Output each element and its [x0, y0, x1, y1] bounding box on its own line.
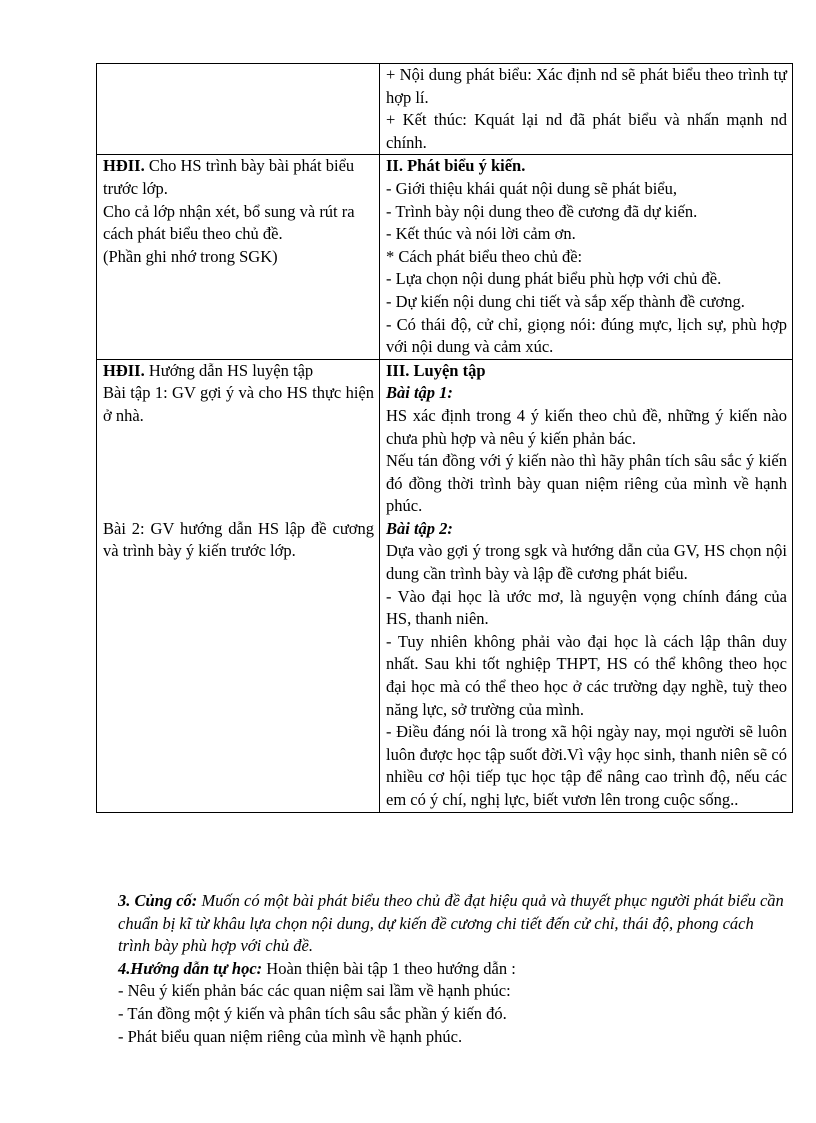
- content-line: HS xác định trong 4 ý kiến theo chủ đề, những ý kiến nào chưa phù hợp và nêu ý kiến phản bác.: [386, 405, 787, 448]
- list-item: - Nêu ý kiến phản bác các quan niệm sai lầm về hạnh phúc:: [118, 981, 511, 1001]
- activity-intro: [103, 360, 374, 383]
- list-item: - Phát biểu quan niệm riêng của mình về hạnh phúc.: [118, 1026, 463, 1046]
- content-line: Dựa vào gợi ý trong sgk và hướng dẫn của GV, HS chọn nội dung cần trình bày và lập đề cương phát biểu.: [386, 541, 787, 584]
- content-line: - Tuy nhiên không phải vào đại học là cách lập thân duy nhất. Sau khi tốt nghiệp THPT, HS có thể không theo học đại học mà có thể theo học ở các trường dạy nghề, tuỳ theo năng lực, sở trường của mình.: [386, 631, 787, 719]
- consolidation-text: Muốn có một bài phát biểu theo chủ đề đạt hiệu quả và thuyết phục người phát biểu cần chuẩn bị kĩ từ khâu lựa chọn nội dung, dự kiến đề cương chi tiết đến cử chỉ, thái độ, phong cách trình bày phù hợp với chủ đề.: [118, 891, 784, 956]
- content-line: - Trình bày nội dung theo đề cương đã dự kiến.: [386, 201, 698, 221]
- lesson-table: [96, 63, 793, 813]
- content-line: - Dự kiến nội dung chi tiết và sắp xếp thành đề cương.: [386, 291, 745, 311]
- self-study-paragraph: [118, 958, 788, 981]
- row1-left-cell: [97, 64, 380, 155]
- content-line: * Cách phát biểu theo chủ đề:: [386, 246, 583, 266]
- row2-left-cell: [97, 155, 380, 359]
- exercise2-instruction: Bài 2: GV hướng dẫn HS lập đề cương và trình bày ý kiến trước lớp.: [103, 518, 374, 561]
- content-line: - Điều đáng nói là trong xã hội ngày nay, mọi người sẽ luôn luôn được học tập suốt đời.Vì vậy học sinh, thanh niên sẽ có nhiều cơ hội tiếp tục học tập để nâng cao trình độ, nếu các em có ý chí, nghị lực, biết vươn lên trong cuộc sống..: [386, 722, 787, 809]
- activity-text: Cho HS trình bày bài phát biểu trước lớp.: [103, 156, 355, 198]
- lesson-footer: [118, 890, 788, 1048]
- table-row: [97, 155, 793, 359]
- content-line: + Nội dung phát biểu: Xác định nd sẽ phát biểu theo trình tự hợp lí.: [386, 65, 787, 107]
- table-row: [97, 359, 793, 812]
- content-line: - Kết thúc và nói lời cảm ơn.: [386, 224, 576, 244]
- exercise1-title: Bài tập 1:: [386, 383, 453, 403]
- table-row: [97, 64, 793, 155]
- content-line: Cho cả lớp nhận xét, bổ sung và rút ra cách phát biểu theo chủ đề.: [103, 201, 355, 244]
- activity-text: Hướng dẫn HS luyện tập: [144, 360, 314, 380]
- content-line: (Phần ghi nhớ trong SGK): [103, 246, 278, 266]
- self-study-label: 4.Hướng dẫn tự học:: [118, 958, 263, 978]
- consolidation-paragraph: [118, 890, 788, 958]
- activity-label: HĐII.: [103, 360, 145, 380]
- row3-right-cell: [380, 359, 793, 812]
- row3-left-cell: [97, 359, 380, 812]
- section-heading: III. Luyện tập: [386, 360, 486, 380]
- content-line: Nếu tán đồng với ý kiến nào thì hãy phân tích sâu sắc ý kiến đó đồng thời trình bày quan niệm riêng của mình về hạnh phúc.: [386, 451, 787, 516]
- exercise2-title: Bài tập 2:: [386, 518, 453, 538]
- row1-right-cell: [380, 64, 793, 155]
- content-line: + Kết thúc: Kquát lại nd đã phát biểu và nhấn mạnh nd chính.: [386, 110, 787, 152]
- content-line: - Giới thiệu khái quát nội dung sẽ phát biểu,: [386, 178, 678, 198]
- consolidation-label: 3. Củng cố:: [118, 891, 198, 910]
- activity-intro: [103, 155, 374, 200]
- row2-right-cell: [380, 155, 793, 359]
- spacer: [103, 428, 374, 518]
- exercise1-instruction: Bài tập 1: GV gợi ý và cho HS thực hiện ở nhà.: [103, 383, 374, 425]
- content-line: - Có thái độ, cử chỉ, giọng nói: đúng mực, lịch sự, phù hợp với nội dung và cảm xúc.: [386, 314, 787, 357]
- content-line: - Vào đại học là ước mơ, là nguyện vọng chính đáng của HS, thanh niên.: [386, 586, 787, 629]
- section-heading: II. Phát biểu ý kiến.: [386, 156, 526, 176]
- self-study-text: Hoàn thiện bài tập 1 theo hướng dẫn :: [262, 958, 516, 978]
- content-line: - Lựa chọn nội dung phát biểu phù hợp với chủ đề.: [386, 269, 722, 289]
- activity-label: HĐII.: [103, 156, 145, 176]
- list-item: - Tán đồng một ý kiến và phân tích sâu sắc phần ý kiến đó.: [118, 1003, 507, 1023]
